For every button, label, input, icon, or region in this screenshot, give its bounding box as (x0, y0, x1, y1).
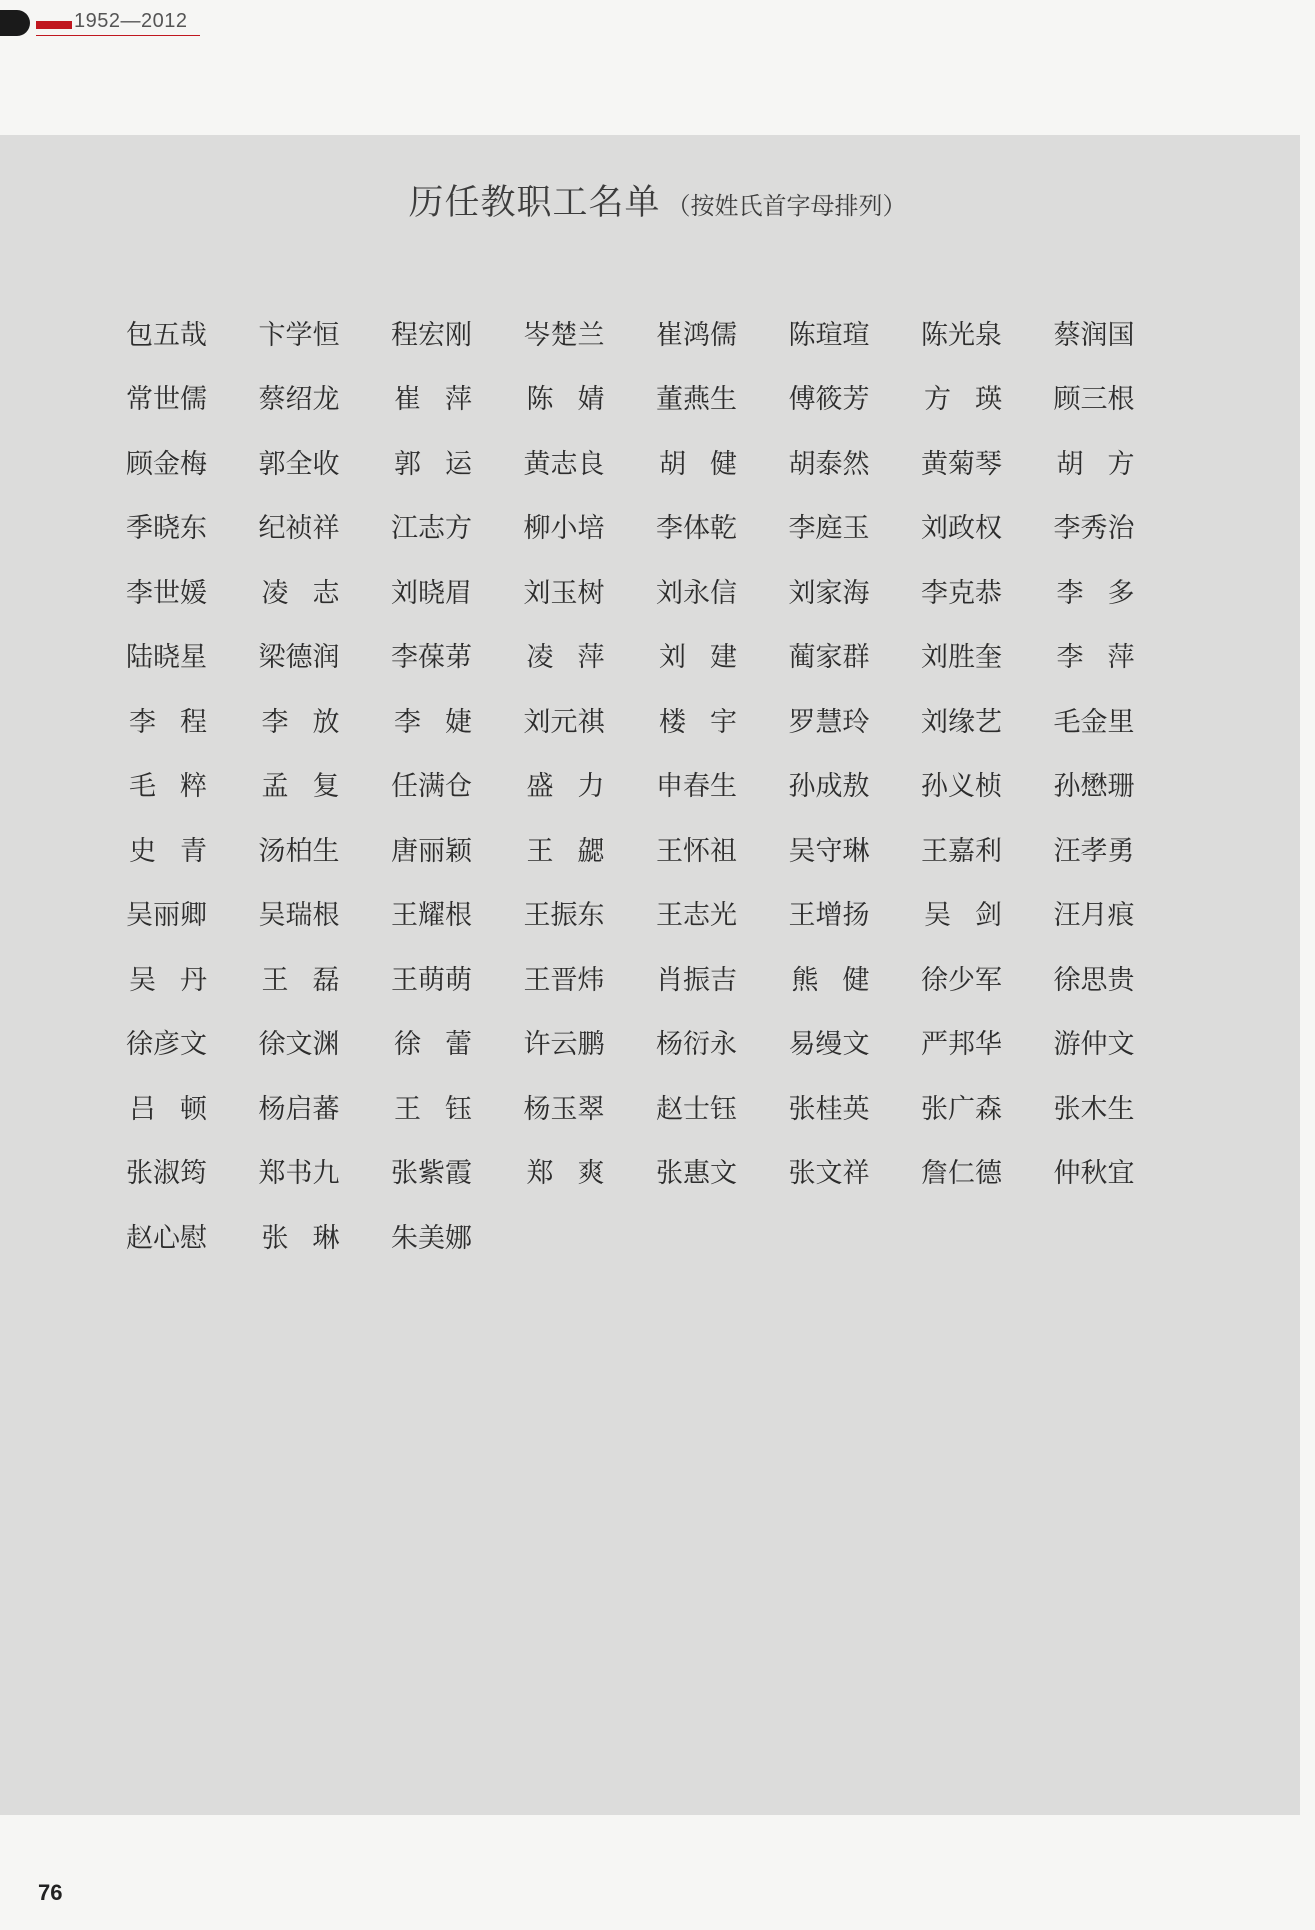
staff-name: 常世儒 (126, 384, 207, 416)
staff-name: 陈光泉 (921, 319, 1002, 351)
staff-name: 张广森 (921, 1093, 1002, 1125)
staff-name: 刘政权 (921, 513, 1002, 545)
staff-name: 胡 健 (659, 448, 737, 480)
staff-name: 刘元祺 (523, 706, 605, 738)
staff-name: 包五哉 (126, 319, 207, 351)
staff-name: 肖振吉 (656, 964, 737, 996)
staff-name: 刘 建 (659, 642, 737, 674)
staff-name: 董燕生 (656, 384, 737, 416)
staff-name: 吴守琳 (788, 835, 870, 867)
staff-name: 张文祥 (788, 1158, 870, 1190)
staff-name: 任满仓 (391, 771, 472, 803)
staff-name: 孙懋珊 (1053, 771, 1135, 803)
staff-name: 郑书九 (258, 1158, 340, 1190)
staff-name: 胡泰然 (788, 448, 870, 480)
staff-name: 吴瑞根 (258, 900, 340, 932)
staff-name: 吴 剑 (924, 900, 1002, 932)
staff-name: 汪孝勇 (1053, 835, 1135, 867)
staff-name: 黄志良 (523, 448, 605, 480)
staff-name: 李 婕 (394, 706, 472, 738)
staff-name: 唐丽颖 (391, 835, 472, 867)
staff-name: 黄菊琴 (921, 448, 1002, 480)
staff-name: 王增扬 (788, 900, 870, 932)
staff-name: 申春生 (656, 771, 737, 803)
staff-name: 陆晓星 (126, 642, 207, 674)
staff-name-list (118, 300, 1178, 1268)
staff-name: 岑楚兰 (523, 319, 605, 351)
staff-name: 孟 复 (261, 771, 340, 803)
staff-name: 汤柏生 (258, 835, 340, 867)
staff-name: 刘胜奎 (921, 642, 1002, 674)
staff-name: 王志光 (656, 900, 737, 932)
page-title (0, 175, 1315, 225)
staff-name: 王怀祖 (656, 835, 737, 867)
header-red-bar (36, 21, 72, 29)
staff-name: 纪祯祥 (258, 513, 340, 545)
staff-name: 毛金里 (1053, 706, 1135, 738)
staff-name: 游仲文 (1053, 1029, 1135, 1061)
header-rule (36, 35, 200, 36)
staff-name: 刘玉树 (523, 577, 605, 609)
staff-name: 王 勰 (526, 835, 605, 867)
staff-name: 严邦华 (921, 1029, 1002, 1061)
staff-name: 胡 方 (1056, 448, 1135, 480)
staff-name: 杨启蕃 (258, 1093, 340, 1125)
staff-name: 凌 志 (261, 577, 340, 609)
staff-name: 吴 丹 (129, 964, 207, 996)
book-header (0, 8, 210, 38)
staff-name: 王振东 (523, 900, 605, 932)
staff-name: 徐 蕾 (394, 1029, 472, 1061)
staff-name: 史 青 (129, 835, 207, 867)
staff-name: 毛 粹 (129, 771, 207, 803)
logo-mark (0, 10, 30, 36)
staff-name: 徐文渊 (258, 1029, 340, 1061)
staff-name: 刘家海 (788, 577, 870, 609)
staff-name: 徐彦文 (126, 1029, 207, 1061)
staff-name: 顾金梅 (126, 448, 207, 480)
staff-name: 柳小培 (523, 513, 605, 545)
staff-name: 盛 力 (526, 771, 605, 803)
staff-name: 朱美娜 (391, 1222, 472, 1254)
staff-name: 楼 宇 (659, 706, 737, 738)
staff-name: 季晓东 (126, 513, 207, 545)
staff-name: 孙义桢 (921, 771, 1002, 803)
staff-name: 李世媛 (126, 577, 207, 609)
staff-name: 李 萍 (1056, 642, 1135, 674)
staff-name: 徐思贵 (1053, 964, 1135, 996)
staff-name: 李 程 (129, 706, 207, 738)
staff-name: 吴丽卿 (126, 900, 207, 932)
staff-name: 赵心慰 (126, 1222, 207, 1254)
staff-name: 熊 健 (791, 964, 870, 996)
staff-name: 崔鸿儒 (656, 319, 737, 351)
staff-name: 凌 萍 (526, 642, 605, 674)
staff-name: 詹仁德 (921, 1158, 1002, 1190)
staff-name: 张 琳 (261, 1222, 340, 1254)
staff-name: 郭 运 (394, 448, 472, 480)
staff-name: 张紫霞 (391, 1158, 472, 1190)
staff-name: 方 瑛 (924, 384, 1002, 416)
staff-name: 李体乾 (656, 513, 737, 545)
staff-name: 杨衍永 (656, 1029, 737, 1061)
staff-name: 江志方 (391, 513, 472, 545)
staff-name: 蔡绍龙 (258, 384, 340, 416)
staff-name: 易缦文 (788, 1029, 870, 1061)
staff-name: 李秀治 (1053, 513, 1135, 545)
header-years: 1952—2012 (74, 10, 188, 32)
staff-name: 刘永信 (656, 577, 737, 609)
staff-name: 汪月痕 (1053, 900, 1135, 932)
staff-name: 王嘉利 (921, 835, 1002, 867)
staff-name: 陈瑄瑄 (788, 319, 870, 351)
staff-name: 崔 萍 (394, 384, 472, 416)
staff-name: 仲秋宜 (1053, 1158, 1135, 1190)
staff-name: 杨玉翠 (523, 1093, 605, 1125)
staff-name: 张桂英 (788, 1093, 870, 1125)
staff-name: 赵士钰 (656, 1093, 737, 1125)
staff-name: 吕 顿 (129, 1093, 207, 1125)
staff-name: 王耀根 (391, 900, 472, 932)
staff-name: 王萌萌 (391, 964, 472, 996)
title-main: 历任教职工名单 (408, 183, 661, 223)
staff-name: 王晋炜 (523, 964, 605, 996)
staff-name: 张惠文 (656, 1158, 737, 1190)
staff-name: 孙成敖 (788, 771, 870, 803)
staff-name: 刘缘艺 (921, 706, 1002, 738)
staff-name: 王 磊 (261, 964, 340, 996)
staff-name: 李庭玉 (788, 513, 870, 545)
page-number: 76 (38, 1880, 63, 1905)
staff-name: 许云鹏 (523, 1029, 605, 1061)
staff-name: 李克恭 (921, 577, 1002, 609)
staff-name: 郑 爽 (526, 1158, 605, 1190)
staff-name: 梁德润 (258, 642, 340, 674)
staff-name: 李葆苐 (391, 642, 472, 674)
staff-name: 徐少军 (921, 964, 1002, 996)
staff-name: 郭全收 (258, 448, 340, 480)
staff-name: 罗慧玲 (788, 706, 870, 738)
staff-name: 傅筱芳 (788, 384, 870, 416)
staff-name: 程宏刚 (391, 319, 472, 351)
staff-name: 张淑筠 (126, 1158, 207, 1190)
staff-name: 陈 婧 (526, 384, 605, 416)
staff-name: 刘晓眉 (391, 577, 472, 609)
title-subtitle: （按姓氏首字母排列） (666, 192, 907, 220)
staff-name: 卞学恒 (258, 319, 340, 351)
staff-name: 张木生 (1053, 1093, 1135, 1125)
staff-name: 顾三根 (1053, 384, 1135, 416)
staff-name: 王 钰 (394, 1093, 472, 1125)
staff-name: 李 放 (261, 706, 340, 738)
staff-name: 蔡润国 (1053, 319, 1135, 351)
staff-name: 蔺家群 (788, 642, 870, 674)
staff-name: 李 多 (1056, 577, 1135, 609)
